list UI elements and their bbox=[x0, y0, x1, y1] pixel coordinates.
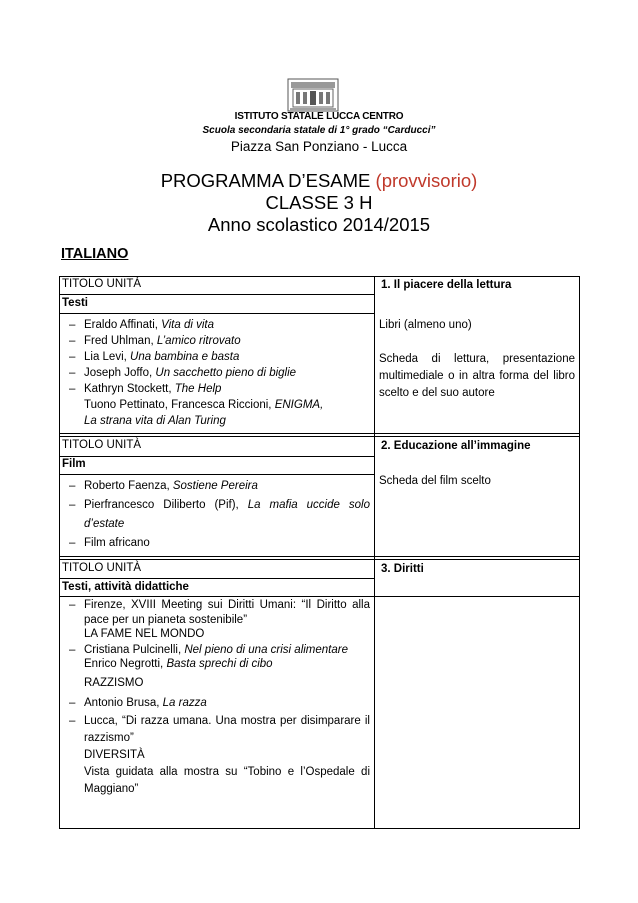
program-table bbox=[59, 276, 580, 829]
unit3-title: 3. Diritti bbox=[381, 563, 424, 575]
title-note: (provvisorio) bbox=[375, 170, 478, 191]
unit2-activity: Scheda del film scelto bbox=[379, 475, 491, 487]
list-item: – Lucca, “Di razza umana. Una mostra per disimparare il razzismo” DIVERSITÀ Vista guidata alla mostra su “Tobino e l’Ospedale di Maggiano” bbox=[69, 715, 370, 795]
school-name: ISTITUTO STATALE LUCCA CENTRO bbox=[234, 111, 404, 122]
unit1-header-label: TITOLO UNITÀ bbox=[62, 278, 142, 290]
class-label: CLASSE 3 H bbox=[265, 192, 373, 213]
list-item: – Antonio Brusa, La razza bbox=[69, 696, 207, 709]
unit2-header-label: TITOLO UNITÀ bbox=[62, 439, 142, 451]
document-title bbox=[0, 170, 638, 192]
unit2-list bbox=[62, 477, 370, 553]
unit3-list bbox=[62, 598, 370, 798]
subject-heading: ITALIANO bbox=[61, 246, 129, 262]
list-item: – Fred Uhlman, L’amico ritrovato bbox=[69, 335, 241, 347]
unit3-sub-label: Testi, attività didattiche bbox=[62, 581, 189, 593]
unit1-title: 1. Il piacere della lettura bbox=[381, 279, 512, 291]
unit2-title: 2. Educazione all’immagine bbox=[381, 440, 531, 452]
unit1-list bbox=[62, 317, 370, 429]
list-item: – Lia Levi, Una bambina e basta bbox=[69, 351, 240, 363]
school-subtitle: Scuola secondaria statale di 1° grado “Carducci” bbox=[202, 125, 436, 136]
school-year: Anno scolastico 2014/2015 bbox=[207, 214, 431, 235]
unit1-activity-detail: Scheda di lettura, presentazione multimediale o in altra forma del libro scelto e del suo autore bbox=[379, 353, 575, 399]
list-item: – Kathryn Stockett, The Help bbox=[69, 383, 222, 395]
unit2-sub-label: Film bbox=[62, 458, 86, 470]
list-item: – Firenze, XVIII Meeting sui Diritti Umani: “Il Diritto alla pace per un pianeta sostenibile” LA FAME NEL MONDO bbox=[69, 599, 370, 640]
list-item: – Joseph Joffo, Un sacchetto pieno di biglie bbox=[69, 367, 297, 379]
unit3-header-label: TITOLO UNITÀ bbox=[62, 562, 142, 574]
title-main: PROGRAMMA D’ESAME bbox=[160, 170, 376, 191]
unit1-sub-label: Testi bbox=[62, 297, 88, 309]
school-address: Piazza San Ponziano - Lucca bbox=[230, 139, 408, 154]
list-item: – Film africano bbox=[69, 537, 150, 549]
list-item: – Cristiana Pulcinelli, Nel pieno di una crisi alimentare Enrico Negrotti, Basta sprechi di cibo RAZZISMO bbox=[69, 643, 348, 689]
unit1-activity: Libri (almeno uno) bbox=[379, 319, 472, 331]
list-item: – Pierfrancesco Diliberto (Pif), La mafia uccide solo d’estate bbox=[69, 499, 370, 530]
list-item: – Eraldo Affinati, Vita di vita bbox=[69, 319, 215, 331]
list-item: – Roberto Faenza, Sostiene Pereira bbox=[69, 480, 258, 492]
list-item-continuation: Tuono Pettinato, Francesca Riccioni, ENIGMA, La strana vita di Alan Turing bbox=[84, 399, 324, 427]
school-building-icon bbox=[287, 78, 339, 112]
